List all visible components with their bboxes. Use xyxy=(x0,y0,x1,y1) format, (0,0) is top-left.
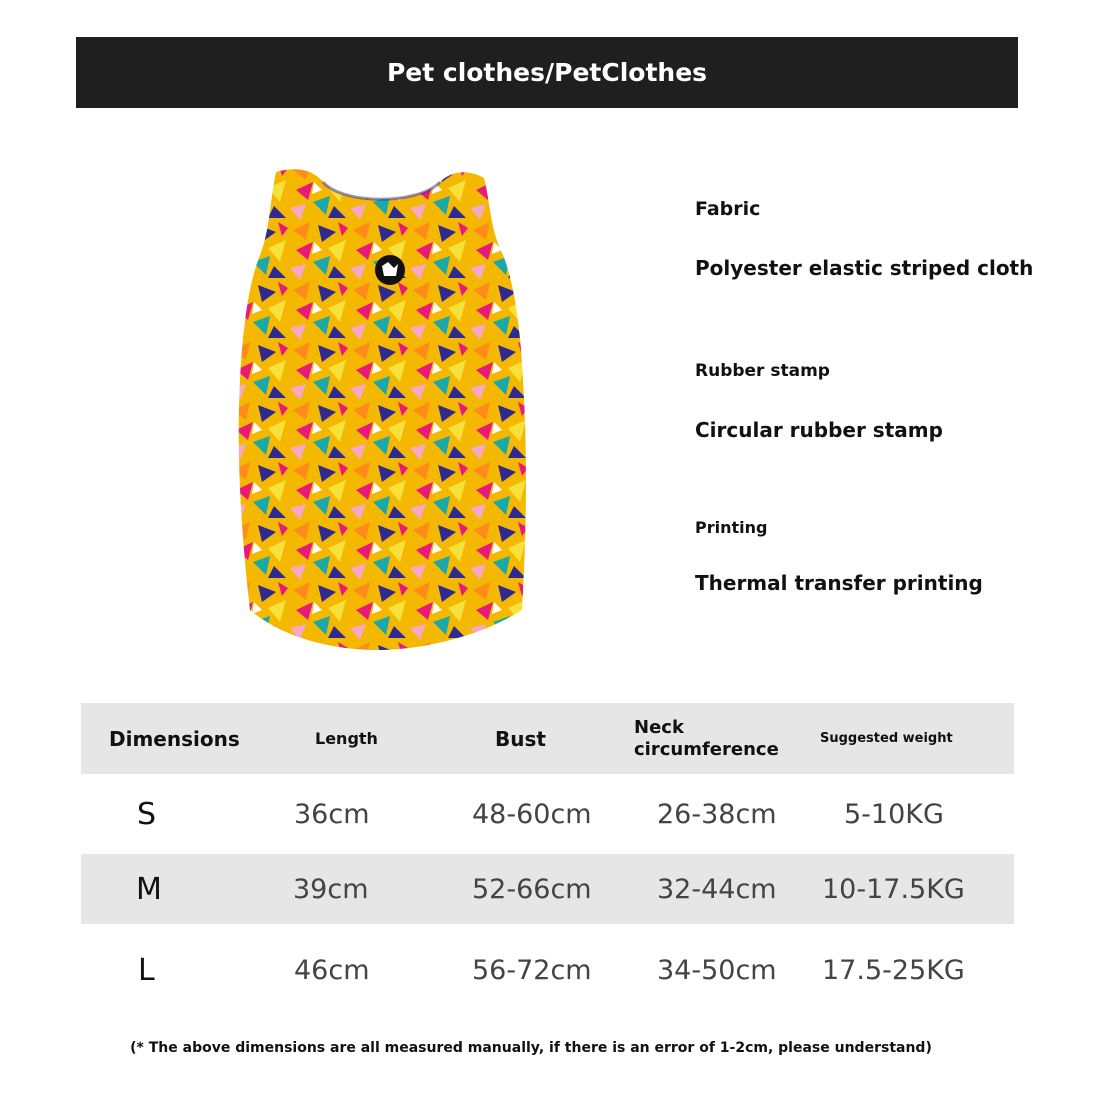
size-table-header xyxy=(81,703,1014,774)
spec-label-printing: Printing xyxy=(695,518,768,537)
spec-value-fabric: Polyester elastic striped cloth xyxy=(695,256,1034,280)
row-bust: 56-72cm xyxy=(472,954,592,986)
page-title-bar xyxy=(76,37,1018,108)
row-length: 36cm xyxy=(294,798,370,830)
row-weight: 5-10KG xyxy=(844,798,944,830)
spec-label-fabric: Fabric xyxy=(695,198,761,220)
row-length: 46cm xyxy=(294,954,370,986)
row-weight: 17.5-25KG xyxy=(822,954,965,986)
table-row xyxy=(81,924,1014,1016)
row-weight: 10-17.5KG xyxy=(822,873,965,905)
header-neck-circumference: Neck circumference xyxy=(634,716,779,760)
pet-vest-image xyxy=(228,160,536,658)
header-bust: Bust xyxy=(495,726,546,751)
row-neck: 34-50cm xyxy=(657,954,777,986)
row-size: M xyxy=(136,871,162,907)
row-neck: 32-44cm xyxy=(657,873,777,905)
spec-value-rubber-stamp: Circular rubber stamp xyxy=(695,418,943,442)
row-bust: 52-66cm xyxy=(472,873,592,905)
row-size: L xyxy=(138,952,155,988)
row-bust: 48-60cm xyxy=(472,798,592,830)
measurement-footnote: (* The above dimensions are all measured manually, if there is an error of 1-2cm, please understand) xyxy=(130,1040,932,1056)
table-row xyxy=(81,774,1014,854)
row-size: S xyxy=(137,796,157,832)
table-row xyxy=(81,854,1014,924)
spec-value-printing: Thermal transfer printing xyxy=(695,571,983,595)
row-length: 39cm xyxy=(293,873,369,905)
spec-label-rubber-stamp: Rubber stamp xyxy=(695,361,830,381)
header-suggested-weight: Suggested weight xyxy=(820,731,953,746)
header-length: Length xyxy=(315,729,378,748)
page-title: Pet clothes/PetClothes xyxy=(386,58,708,87)
size-table xyxy=(81,703,1014,1016)
row-neck: 26-38cm xyxy=(657,798,777,830)
header-dimensions: Dimensions xyxy=(109,726,240,751)
